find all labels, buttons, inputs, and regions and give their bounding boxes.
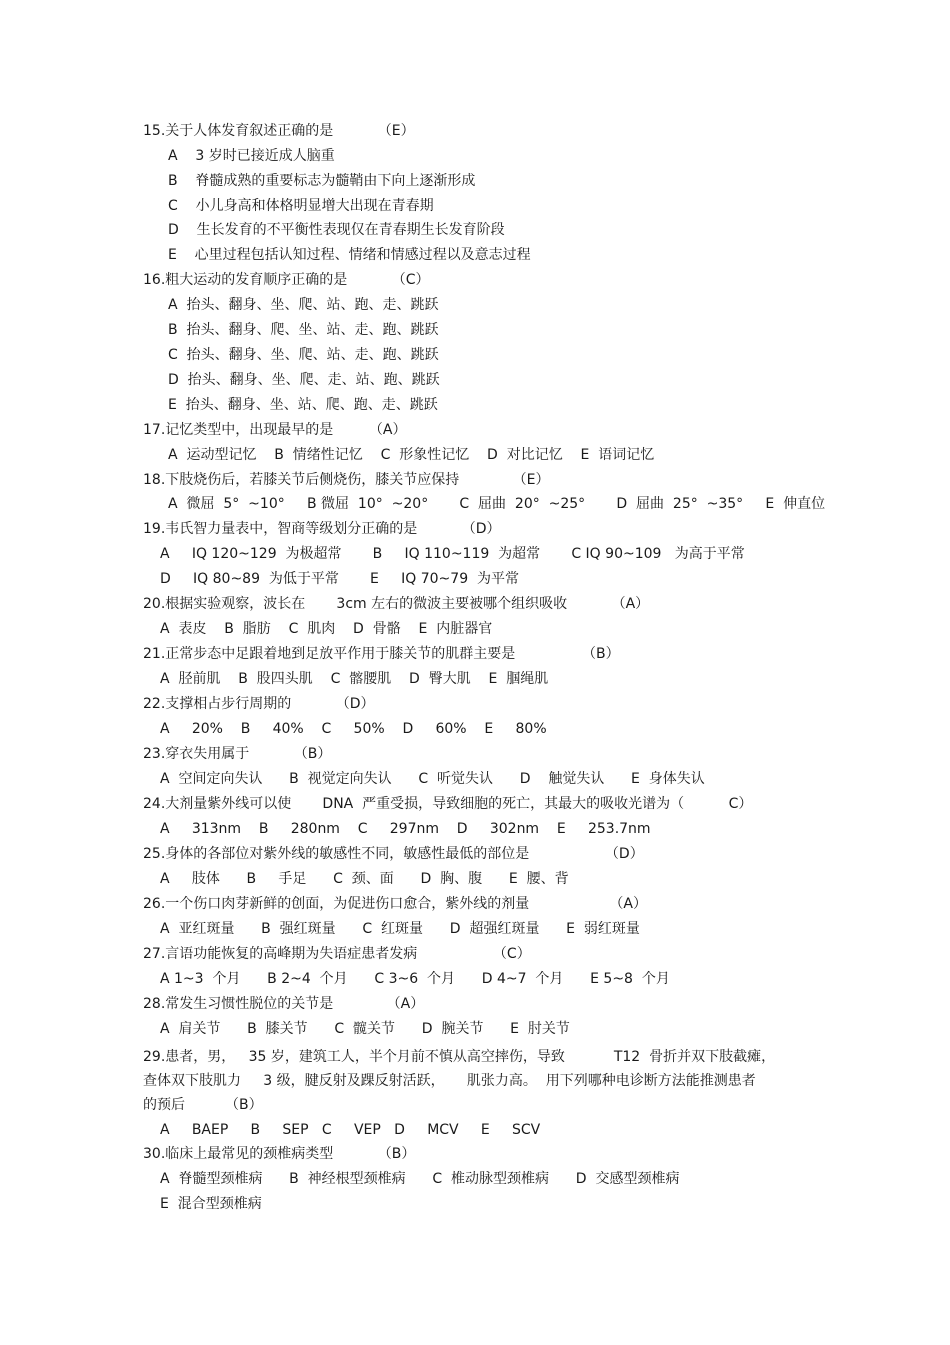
- question-20-stem: 20.根据实验观察，波长在 3cm 左右的微波主要被哪个组织吸收 （A）: [143, 596, 650, 612]
- question-20-options: A 表皮 B 脂肪 C 肌肉 D 骨骼 E 内脏器官: [160, 621, 493, 637]
- question-30-stem: 30.临床上最常见的颈椎病类型 （B）: [143, 1146, 416, 1162]
- question-16-stem: 16.粗大运动的发育顺序正确的是 （C）: [143, 272, 430, 288]
- question-17-stem: 17.记忆类型中，出现最早的是 （A）: [143, 422, 407, 438]
- question-16-option-c: C 抬头、翻身、坐、爬、站、走、跑、跳跃: [168, 347, 439, 363]
- question-29-options: A BAEP B SEP C VEP D MCV E SCV: [160, 1122, 541, 1138]
- question-25-stem: 25.身体的各部位对紫外线的敏感性不同，敏感性最低的部位是 （D）: [143, 846, 644, 862]
- question-16-option-b: B 抬头、翻身、爬、坐、站、走、跑、跳跃: [168, 322, 439, 338]
- question-27-options: A 1~3 个月 B 2~4 个月 C 3~6 个月 D 4~7 个月 E 5~8 个月: [160, 971, 670, 987]
- question-26-options: A 亚红斑量 B 强红斑量 C 红斑量 D 超强红斑量 E 弱红斑量: [160, 921, 640, 937]
- question-22-options: A 20% B 40% C 50% D 60% E 80%: [160, 721, 547, 737]
- question-30-options-row1: A 脊髓型颈椎病 B 神经根型颈椎病 C 椎动脉型颈椎病 D 交感型颈椎病: [160, 1171, 680, 1187]
- question-15-option-d: D 生长发育的不平衡性表现仅在青春期生长发育阶段: [168, 222, 505, 238]
- question-22-stem: 22.支撑相占步行周期的 （D）: [143, 696, 375, 712]
- question-24-options: A 313nm B 280nm C 297nm D 302nm E 253.7nm: [160, 821, 651, 837]
- question-18-stem: 18.下肢烧伤后，若膝关节后侧烧伤，膝关节应保持 （E）: [143, 472, 550, 488]
- question-15-option-b: B 脊髓成熟的重要标志为髓鞘由下向上逐渐形成: [168, 173, 476, 189]
- question-19-stem: 19.韦氏智力量表中，智商等级划分正确的是 （D）: [143, 521, 501, 537]
- question-19-options-row2: D IQ 80~89 为低于平常 E IQ 70~79 为平常: [160, 571, 519, 587]
- question-23-options: A 空间定向失认 B 视觉定向失认 C 听觉失认 D 触觉失认 E 身体失认: [160, 771, 705, 787]
- question-27-stem: 27.言语功能恢复的高峰期为失语症患者发病 （C）: [143, 946, 531, 962]
- question-21-options: A 胫前肌 B 股四头肌 C 髂腰肌 D 臀大肌 E 腘绳肌: [160, 671, 549, 687]
- question-21-stem: 21.正常步态中足跟着地到足放平作用于膝关节的肌群主要是 （B）: [143, 646, 620, 662]
- question-16-option-a: A 抬头、翻身、坐、爬、站、跑、走、跳跃: [168, 297, 439, 313]
- question-16-option-e: E 抬头、翻身、坐、站、爬、跑、走、跳跃: [168, 397, 438, 413]
- question-30-options-row2: E 混合型颈椎病: [160, 1196, 262, 1212]
- question-15-stem: 15.关于人体发育叙述正确的是 （E）: [143, 123, 415, 139]
- question-17-options: A 运动型记忆 B 情绪性记忆 C 形象性记忆 D 对比记忆 E 语词记忆: [168, 447, 655, 463]
- question-16-option-d: D 抬头、翻身、坐、爬、走、站、跑、跳跃: [168, 372, 440, 388]
- question-25-options: A 肢体 B 手足 C 颈、面 D 胸、腹 E 腰、背: [160, 871, 569, 887]
- question-26-stem: 26.一个伤口肉芽新鲜的创面，为促进伤口愈合，紫外线的剂量 （A）: [143, 896, 647, 912]
- question-23-stem: 23.穿衣失用属于 （B）: [143, 746, 332, 762]
- question-15-option-e: E 心里过程包括认知过程、情绪和情感过程以及意志过程: [168, 247, 531, 263]
- question-24-stem: 24.大剂量紫外线可以使 DNA 严重受损，导致细胞的死亡，其最大的吸收光谱为（ C）: [143, 796, 753, 812]
- question-19-options-row1: A IQ 120~129 为极超常 B IQ 110~119 为超常 C IQ 90~109 为高于平常: [160, 546, 745, 562]
- question-28-options: A 肩关节 B 膝关节 C 髋关节 D 腕关节 E 肘关节: [160, 1021, 570, 1037]
- question-15-option-a: A 3 岁时已接近成人脑重: [168, 148, 335, 164]
- question-15-option-c: C 小儿身高和体格明显增大出现在青春期: [168, 198, 434, 214]
- question-28-stem: 28.常发生习惯性脱位的关节是 （A）: [143, 996, 425, 1012]
- question-18-options: A 微屈 5° ~10° B 微屈 10° ~20° C 屈曲 20° ~25° D 屈曲 25° ~35° E 伸直位: [168, 496, 826, 512]
- question-29-stem: 29.患者，男， 35 岁，建筑工人，半个月前不慎从高空摔伤，导致 T12 骨折并双下肢截瘫， 查体双下肢肌力 3 级，腱反射及踝反射活跃， 肌张力高。 用下列哪种电诊断方法能推测患者 的预后 （B）: [143, 1049, 776, 1113]
